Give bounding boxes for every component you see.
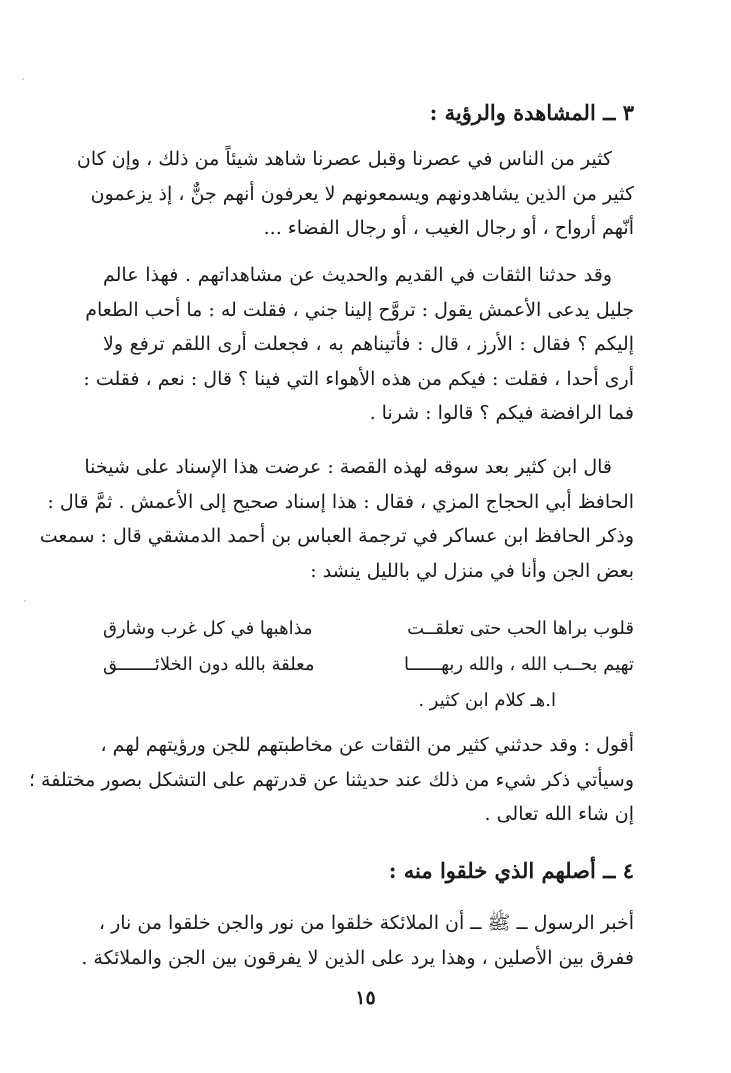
section-4-paragraph-1: [81, 906, 634, 975]
paragraph-line: إليكم ؟ فقال : الأرز ، قال : فأتيناهم به ، فجعلت أرى اللقم ترفع ولا: [103, 333, 634, 355]
poem-end-note-row: [103, 682, 634, 718]
paragraph-line: ففرق بين الأصلين ، وهذا يرد على الذين لا يفرقون بين الجن والملائكة .: [81, 946, 634, 969]
paragraph-line: كثير من الذين يشاهدونهم ويسمعونهم لا يعرفون أنهم جنٌّ ، إذ يزعمون: [90, 182, 634, 205]
paragraph-line: أرى أحدا ، فقلت : فيكم من هذه الأهواء التي فينا ؟ قال : نعم ، فقلت :: [83, 367, 634, 390]
section-3-paragraph-1: [76, 142, 634, 246]
poem-second-hemistich: مذاهبها في كل غرب وشارق: [103, 617, 313, 639]
poem-first-hemistich: تهيم بحــب الله ، والله ربهــــــا: [404, 653, 634, 675]
paragraph-line: بعض الجن وأنا في منزل لي بالليل ينشد :: [310, 559, 634, 582]
section-3-heading: ٣ ــ المشاهدة والرؤية :: [429, 100, 634, 125]
paragraph-line: فما الرافضة فيكم ؟ قالوا : شرنا .: [369, 402, 634, 424]
paragraph-line: قال ابن كثير بعد سوقه لهذه القصة : عرضت هذا الإسناد على شيخنا: [84, 456, 612, 478]
paragraph-line: أخبر الرسول ــ ﷺ ــ أن الملائكة خلقوا من نور والجن خلقوا من نار ،: [98, 912, 634, 934]
paragraph-line: كثير من الناس في عصرنا وقبل عصرنا شاهد شيئاً من ذلك ، وإن كان: [76, 148, 612, 170]
section-3-paragraph-4: [28, 728, 634, 832]
paragraph-line: إن شاء الله تعالى .: [484, 803, 634, 825]
paragraph-line: وقد حدثنا الثقات في القديم والحديث عن مشاهداتهم . فهذا عالم: [103, 264, 612, 286]
paragraph-line: وسيأتي ذكر شيء من ذلك عند حديثنا عن قدرتهم على التشكل بصور مختلفة ؛: [28, 768, 634, 791]
paragraph-line: الحافظ أبي الحجاج المزي ، فقال : هذا إسناد صحيح إلى الأعمش . ثمَّ قال :: [47, 490, 634, 513]
paragraph-line: وذكر الحافظ ابن عساكر في ترجمة العباس بن أحمد الدمشقي قال : سمعت: [39, 525, 634, 547]
paragraph-line: أقول : وقد حدثني كثير من الثقات عن مخاطبتهم للجن ورؤيتهم لهم ،: [100, 734, 634, 756]
poem-second-hemistich: معلقة بالله دون الخلائـــــــق: [103, 653, 315, 675]
poem-end-note: ا.هـ كلام ابن كثير .: [418, 689, 556, 711]
section-4-heading: ٤ ــ أصلهم الذي خلقوا منه :: [388, 858, 634, 883]
poem-first-hemistich: قلوب براها الحب حتى تعلقــت: [407, 617, 634, 639]
paragraph-line: أنّهم أرواح ، أو رجال الغيب ، أو رجال الفضاء ...: [263, 217, 634, 239]
section-3-paragraph-2: [83, 258, 634, 431]
page-number: ١٥: [355, 987, 376, 1009]
paragraph-line: جليل يدعى الأعمش يقول : تروَّح إلينا جني ، فقلت له : ما أحب الطعام: [85, 298, 634, 321]
poem-verse: [103, 646, 634, 682]
scan-speck: [22, 78, 24, 80]
section-3-paragraph-3: [39, 450, 634, 588]
poem-verse: [103, 610, 634, 646]
poem: [103, 610, 634, 718]
scan-speck: [24, 600, 26, 602]
